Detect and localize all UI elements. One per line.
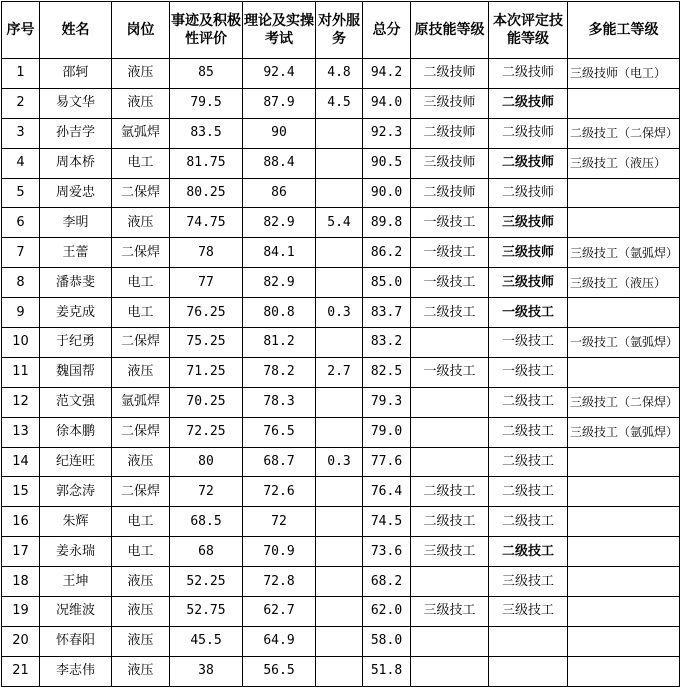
cell-orig-level: 二级技师 <box>411 59 489 89</box>
cell-post: 电工 <box>112 298 170 328</box>
cell-service <box>316 387 363 417</box>
table-row <box>2 298 680 328</box>
cell-name: 邵轲 <box>40 59 112 89</box>
cell-multi-level <box>568 656 680 686</box>
cell-orig-level: 一级技工 <box>411 208 489 238</box>
cell-merit: 80.25 <box>170 178 243 208</box>
cell-name: 怀春阳 <box>40 626 112 656</box>
cell-total: 89.8 <box>363 208 411 238</box>
cell-merit: 71.25 <box>170 357 243 387</box>
cell-no: 20 <box>2 626 40 656</box>
cell-multi-level <box>568 567 680 597</box>
cell-merit: 74.75 <box>170 208 243 238</box>
cell-new-level: 二级技工 <box>489 447 568 477</box>
cell-post: 液压 <box>112 357 170 387</box>
cell-new-level: 二级技师 <box>489 178 568 208</box>
cell-no: 10 <box>2 328 40 358</box>
cell-service <box>316 238 363 268</box>
table-row <box>2 417 680 447</box>
cell-multi-level <box>568 208 680 238</box>
cell-name: 范文强 <box>40 387 112 417</box>
cell-exam: 62.7 <box>243 597 316 627</box>
table-row <box>2 357 680 387</box>
cell-exam: 88.4 <box>243 148 316 178</box>
table-row <box>2 597 680 627</box>
cell-name: 孙吉学 <box>40 118 112 148</box>
cell-new-level: 三级技师 <box>489 208 568 238</box>
cell-new-level: 二级技师 <box>489 118 568 148</box>
cell-name: 于纪勇 <box>40 328 112 358</box>
cell-no: 18 <box>2 567 40 597</box>
table-row <box>2 178 680 208</box>
cell-orig-level: 二级技工 <box>411 298 489 328</box>
cell-exam: 92.4 <box>243 59 316 89</box>
cell-total: 92.3 <box>363 118 411 148</box>
cell-merit: 68 <box>170 537 243 567</box>
cell-merit: 80 <box>170 447 243 477</box>
cell-service: 0.3 <box>316 447 363 477</box>
cell-orig-level: 二级技师 <box>411 118 489 148</box>
cell-no: 19 <box>2 597 40 627</box>
table-row <box>2 328 680 358</box>
header-exam: 理论及实操考试 <box>243 2 316 59</box>
cell-multi-level <box>568 178 680 208</box>
cell-orig-level: 三级技师 <box>411 88 489 118</box>
cell-orig-level <box>411 328 489 358</box>
cell-name: 周本桥 <box>40 148 112 178</box>
cell-service: 4.5 <box>316 88 363 118</box>
cell-post: 液压 <box>112 656 170 686</box>
cell-merit: 83.5 <box>170 118 243 148</box>
cell-post: 液压 <box>112 88 170 118</box>
cell-no: 21 <box>2 656 40 686</box>
header-no: 序号 <box>2 2 40 59</box>
cell-merit: 72.25 <box>170 417 243 447</box>
cell-new-level: 二级技工 <box>489 417 568 447</box>
cell-multi-level: 三级技工（液压） <box>568 148 680 178</box>
cell-exam: 82.9 <box>243 208 316 238</box>
table-row <box>2 238 680 268</box>
cell-post: 电工 <box>112 268 170 298</box>
cell-service: 0.3 <box>316 298 363 328</box>
cell-new-level: 二级技师 <box>489 59 568 89</box>
cell-merit: 52.25 <box>170 567 243 597</box>
cell-merit: 68.5 <box>170 507 243 537</box>
table-body <box>2 59 680 687</box>
cell-post: 液压 <box>112 447 170 477</box>
header-service: 对外服务 <box>316 2 363 59</box>
cell-total: 73.6 <box>363 537 411 567</box>
cell-post: 二保焊 <box>112 238 170 268</box>
cell-total: 83.2 <box>363 328 411 358</box>
cell-orig-level: 三级技师 <box>411 148 489 178</box>
cell-service: 4.8 <box>316 59 363 89</box>
cell-multi-level <box>568 507 680 537</box>
cell-total: 79.0 <box>363 417 411 447</box>
cell-multi-level <box>568 626 680 656</box>
cell-service <box>316 148 363 178</box>
cell-exam: 86 <box>243 178 316 208</box>
cell-no: 17 <box>2 537 40 567</box>
cell-post: 氩弧焊 <box>112 118 170 148</box>
cell-exam: 84.1 <box>243 238 316 268</box>
cell-new-level: 一级技工 <box>489 328 568 358</box>
cell-total: 68.2 <box>363 567 411 597</box>
cell-new-level: 二级技工 <box>489 477 568 507</box>
table-row <box>2 656 680 686</box>
cell-new-level: 二级技工 <box>489 387 568 417</box>
cell-exam: 82.9 <box>243 268 316 298</box>
cell-service <box>316 507 363 537</box>
cell-merit: 77 <box>170 268 243 298</box>
cell-name: 王坤 <box>40 567 112 597</box>
cell-post: 电工 <box>112 507 170 537</box>
cell-exam: 87.9 <box>243 88 316 118</box>
cell-post: 氩弧焊 <box>112 387 170 417</box>
cell-multi-level <box>568 447 680 477</box>
cell-orig-level <box>411 567 489 597</box>
cell-total: 85.0 <box>363 268 411 298</box>
cell-name: 魏国帮 <box>40 357 112 387</box>
cell-orig-level: 二级技工 <box>411 507 489 537</box>
cell-merit: 72 <box>170 477 243 507</box>
table-row <box>2 387 680 417</box>
cell-total: 76.4 <box>363 477 411 507</box>
cell-total: 86.2 <box>363 238 411 268</box>
cell-orig-level <box>411 626 489 656</box>
cell-no: 11 <box>2 357 40 387</box>
cell-merit: 45.5 <box>170 626 243 656</box>
table-row <box>2 148 680 178</box>
cell-total: 51.8 <box>363 656 411 686</box>
cell-no: 14 <box>2 447 40 477</box>
cell-exam: 80.8 <box>243 298 316 328</box>
cell-orig-level: 二级技师 <box>411 178 489 208</box>
cell-multi-level: 三级技工（氩弧焊） <box>568 417 680 447</box>
cell-multi-level <box>568 477 680 507</box>
cell-name: 李志伟 <box>40 656 112 686</box>
cell-no: 9 <box>2 298 40 328</box>
cell-total: 94.2 <box>363 59 411 89</box>
cell-merit: 76.25 <box>170 298 243 328</box>
cell-multi-level: 三级技工（氩弧焊） <box>568 238 680 268</box>
cell-orig-level: 三级技工 <box>411 537 489 567</box>
header-merit: 事迹及积极性评价 <box>170 2 243 59</box>
cell-exam: 68.7 <box>243 447 316 477</box>
cell-post: 电工 <box>112 148 170 178</box>
cell-orig-level: 一级技工 <box>411 357 489 387</box>
cell-multi-level <box>568 357 680 387</box>
cell-service: 2.7 <box>316 357 363 387</box>
header-multi-level: 多能工等级 <box>568 2 680 59</box>
cell-new-level: 二级技工 <box>489 507 568 537</box>
cell-name: 徐本鹏 <box>40 417 112 447</box>
cell-merit: 81.75 <box>170 148 243 178</box>
cell-orig-level <box>411 447 489 477</box>
cell-orig-level <box>411 656 489 686</box>
cell-new-level: 二级技师 <box>489 88 568 118</box>
cell-name: 朱辉 <box>40 507 112 537</box>
cell-exam: 70.9 <box>243 537 316 567</box>
cell-post: 电工 <box>112 537 170 567</box>
header-total: 总分 <box>363 2 411 59</box>
cell-multi-level <box>568 597 680 627</box>
cell-post: 二保焊 <box>112 477 170 507</box>
cell-multi-level <box>568 298 680 328</box>
table-row <box>2 567 680 597</box>
cell-new-level <box>489 656 568 686</box>
cell-name: 周爱忠 <box>40 178 112 208</box>
cell-new-level: 三级技工 <box>489 597 568 627</box>
cell-post: 液压 <box>112 208 170 238</box>
cell-merit: 75.25 <box>170 328 243 358</box>
cell-name: 姜永瑞 <box>40 537 112 567</box>
cell-total: 83.7 <box>363 298 411 328</box>
cell-multi-level <box>568 537 680 567</box>
table-row <box>2 268 680 298</box>
cell-orig-level: 三级技工 <box>411 597 489 627</box>
cell-total: 74.5 <box>363 507 411 537</box>
table-row <box>2 537 680 567</box>
cell-name: 郭念涛 <box>40 477 112 507</box>
cell-service <box>316 567 363 597</box>
cell-service <box>316 656 363 686</box>
cell-merit: 70.25 <box>170 387 243 417</box>
cell-exam: 64.9 <box>243 626 316 656</box>
cell-new-level: 三级技师 <box>489 268 568 298</box>
cell-exam: 72.8 <box>243 567 316 597</box>
cell-service <box>316 597 363 627</box>
cell-orig-level: 一级技工 <box>411 268 489 298</box>
table-row <box>2 59 680 89</box>
header-row <box>2 2 680 59</box>
cell-service <box>316 178 363 208</box>
cell-name: 王蕾 <box>40 238 112 268</box>
cell-service <box>316 417 363 447</box>
cell-no: 15 <box>2 477 40 507</box>
cell-exam: 72.6 <box>243 477 316 507</box>
table-row <box>2 88 680 118</box>
cell-total: 62.0 <box>363 597 411 627</box>
header-name: 姓名 <box>40 2 112 59</box>
cell-post: 液压 <box>112 59 170 89</box>
cell-service <box>316 268 363 298</box>
cell-total: 90.5 <box>363 148 411 178</box>
cell-orig-level: 一级技工 <box>411 238 489 268</box>
cell-no: 7 <box>2 238 40 268</box>
cell-post: 二保焊 <box>112 178 170 208</box>
header-post: 岗位 <box>112 2 170 59</box>
cell-name: 况维波 <box>40 597 112 627</box>
cell-orig-level <box>411 387 489 417</box>
cell-new-level <box>489 626 568 656</box>
table-row <box>2 626 680 656</box>
cell-exam: 56.5 <box>243 656 316 686</box>
cell-no: 8 <box>2 268 40 298</box>
cell-exam: 76.5 <box>243 417 316 447</box>
cell-total: 79.3 <box>363 387 411 417</box>
cell-name: 易文华 <box>40 88 112 118</box>
cell-new-level: 一级技工 <box>489 357 568 387</box>
cell-no: 4 <box>2 148 40 178</box>
cell-multi-level: 三级技工（二保焊） <box>568 387 680 417</box>
cell-service <box>316 118 363 148</box>
cell-total: 82.5 <box>363 357 411 387</box>
cell-orig-level <box>411 417 489 447</box>
header-new-level: 本次评定技能等级 <box>489 2 568 59</box>
cell-post: 液压 <box>112 597 170 627</box>
cell-name: 李明 <box>40 208 112 238</box>
cell-merit: 78 <box>170 238 243 268</box>
cell-name: 姜克成 <box>40 298 112 328</box>
cell-service <box>316 477 363 507</box>
cell-no: 16 <box>2 507 40 537</box>
cell-no: 3 <box>2 118 40 148</box>
cell-total: 58.0 <box>363 626 411 656</box>
cell-multi-level <box>568 88 680 118</box>
cell-multi-level: 一级技工（氩弧焊） <box>568 328 680 358</box>
cell-exam: 72 <box>243 507 316 537</box>
cell-exam: 78.2 <box>243 357 316 387</box>
cell-orig-level: 二级技工 <box>411 477 489 507</box>
cell-merit: 38 <box>170 656 243 686</box>
table-row <box>2 477 680 507</box>
cell-merit: 85 <box>170 59 243 89</box>
cell-no: 2 <box>2 88 40 118</box>
cell-post: 二保焊 <box>112 417 170 447</box>
cell-new-level: 三级技工 <box>489 567 568 597</box>
cell-service: 5.4 <box>316 208 363 238</box>
cell-no: 13 <box>2 417 40 447</box>
cell-new-level: 三级技师 <box>489 238 568 268</box>
cell-service <box>316 537 363 567</box>
cell-no: 5 <box>2 178 40 208</box>
cell-total: 94.0 <box>363 88 411 118</box>
cell-multi-level: 二级技工（二保焊） <box>568 118 680 148</box>
cell-total: 77.6 <box>363 447 411 477</box>
header-orig-level: 原技能等级 <box>411 2 489 59</box>
cell-no: 6 <box>2 208 40 238</box>
cell-new-level: 一级技工 <box>489 298 568 328</box>
cell-multi-level: 三级技师（电工） <box>568 59 680 89</box>
table-row <box>2 507 680 537</box>
cell-exam: 81.2 <box>243 328 316 358</box>
cell-no: 1 <box>2 59 40 89</box>
table-row <box>2 118 680 148</box>
cell-post: 液压 <box>112 626 170 656</box>
cell-no: 12 <box>2 387 40 417</box>
cell-exam: 78.3 <box>243 387 316 417</box>
cell-multi-level: 三级技工（液压） <box>568 268 680 298</box>
cell-new-level: 二级技师 <box>489 148 568 178</box>
cell-exam: 90 <box>243 118 316 148</box>
cell-merit: 79.5 <box>170 88 243 118</box>
cell-post: 液压 <box>112 567 170 597</box>
table-row <box>2 447 680 477</box>
cell-total: 90.0 <box>363 178 411 208</box>
table-row <box>2 208 680 238</box>
cell-merit: 52.75 <box>170 597 243 627</box>
cell-name: 纪连旺 <box>40 447 112 477</box>
cell-name: 潘恭斐 <box>40 268 112 298</box>
cell-service <box>316 328 363 358</box>
cell-new-level: 二级技工 <box>489 537 568 567</box>
cell-post: 二保焊 <box>112 328 170 358</box>
skill-rating-table <box>1 1 680 687</box>
cell-service <box>316 626 363 656</box>
